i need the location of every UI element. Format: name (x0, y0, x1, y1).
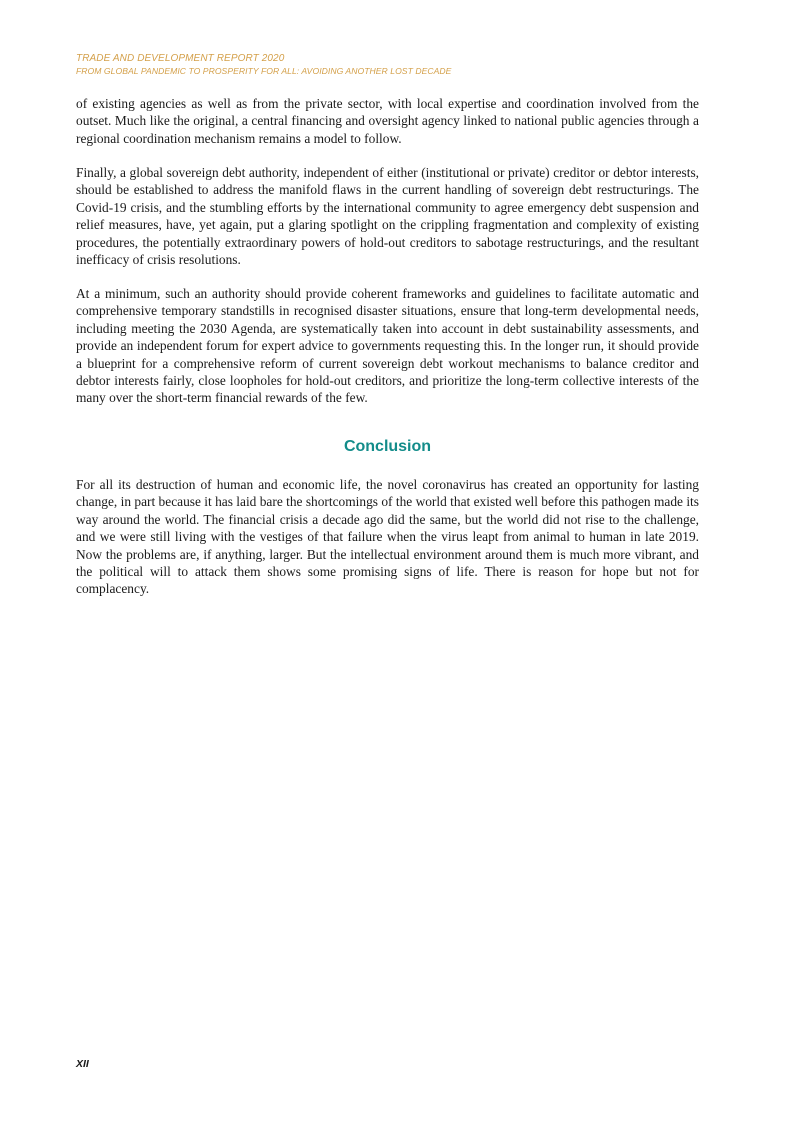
page-number: XII (76, 1058, 89, 1070)
conclusion-heading: Conclusion (343, 438, 432, 455)
report-title: TRADE AND DEVELOPMENT REPORT 2020 (76, 53, 285, 64)
report-subtitle: FROM GLOBAL PANDEMIC TO PROSPERITY FOR ALL: AVOIDING ANOTHER LOST DECADE (76, 66, 452, 76)
paragraph-text: Finally, a global sovereign debt authority, independent of either (institutional or private) creditor or debtor interests, should be established to address the manifold flaws in the current handling of sovereign debt restructurings. The Covid-19 crisis, and the stumbling efforts by the international community to agree emergency debt suspension and relief measures, have, yet again, put a glaring spotlight on the crippling fragmentation and complexity of existing procedures, the potentially extraordinary powers of hold-out creditors to sabotage restructurings, and the resultant inefficacy of crisis resolutions. (76, 165, 699, 268)
conclusion-paragraph (76, 476, 699, 615)
body-paragraph-2 (76, 164, 699, 286)
paragraph-text: of existing agencies as well as from the private sector, with local expertise and coordination involved from the outset. Much like the original, a central financing and oversight agency linked to national public agencies through a regional coordination mechanism remains a model to follow. (76, 96, 699, 146)
paragraph-text: At a minimum, such an authority should provide coherent frameworks and guidelines to facilitate automatic and comprehensive temporary standstills in recognised disaster situations, ensure that long-term developmental needs, including meeting the 2030 Agenda, are systematically taken into account in debt sustainability assessments, and provide an independent forum for expert advice to governments requesting this. In the longer run, it should provide a blueprint for a comprehensive reform of current sovereign debt workout mechanisms to balance creditor and debtor interests fairly, close loopholes for hold-out creditors, and prioritize the long-term collective interests of the many over the short-term financial rewards of the few. (76, 286, 699, 406)
running-header (76, 52, 451, 78)
body-paragraph-1 (76, 95, 699, 165)
body-paragraph-3 (76, 285, 699, 424)
paragraph-text: For all its destruction of human and economic life, the novel coronavirus has created an opportunity for lasting change, in part because it has laid bare the shortcomings of the world that existed well before this pathogen made its way around the world. The financial crisis a decade ago did the same, but the world did not rise to the challenge, and we were still living with the vestiges of that failure when the virus leapt from animal to human in late 2019. Now the problems are, if anything, larger. But the intellectual environment around them is much more vibrant, and the political will to attack them shows some promising signs of life. There is reason for hope but not for complacency. (76, 477, 699, 597)
